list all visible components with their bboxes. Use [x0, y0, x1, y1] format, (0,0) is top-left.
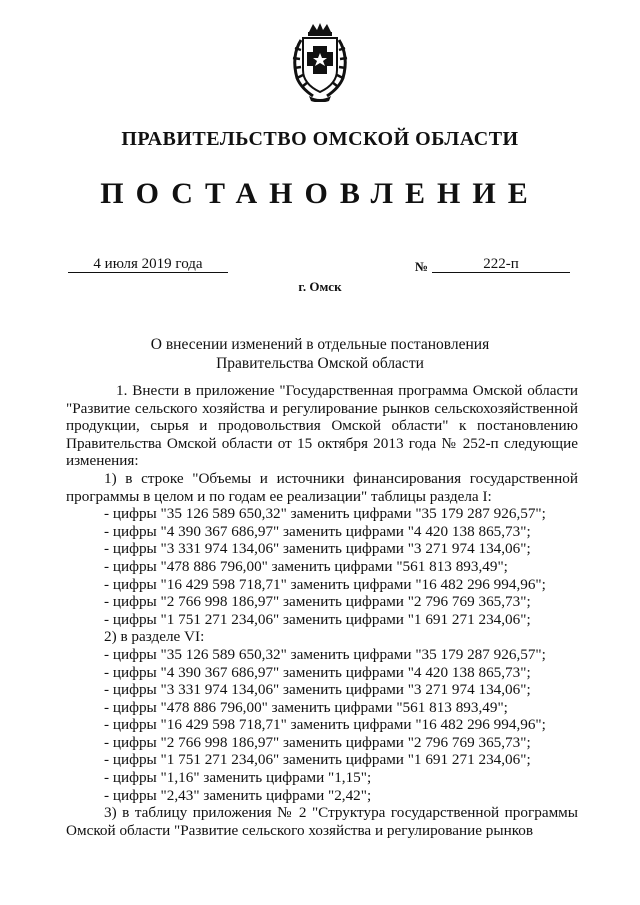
intro-line: изменения:	[66, 452, 139, 470]
list-item: - цифры "1 751 271 234,06" заменить цифрами "1 691 271 234,06";	[104, 751, 531, 769]
list-item: - цифры "2 766 998 186,97" заменить цифрами "2 796 769 365,73";	[104, 733, 531, 751]
item-1-line: программы в целом и по годам ее реализации" таблицы раздела I:	[66, 487, 492, 505]
list-item: - цифры "1,16" заменить цифрами "1,15";	[104, 769, 372, 787]
item-3-paragraph	[66, 804, 578, 839]
subject-line: О внесении изменений в отдельные постановления	[150, 336, 490, 353]
city: г. Омск	[298, 279, 342, 294]
list-item: - цифры "478 886 796,00" заменить цифрами "561 813 893,49";	[104, 698, 508, 716]
item-3-line: 3) в таблицу приложения № 2 "Структура государственной программы	[104, 804, 578, 822]
coat-of-arms-emblem	[287, 22, 353, 102]
subject-line: Правительства Омской области	[216, 355, 424, 372]
intro-line: 1. Внести в приложение "Государственная программа Омской области	[116, 382, 578, 399]
intro-line: продукции, сырья и продовольствия Омской области" к постановлению	[66, 417, 578, 435]
item-2-list	[66, 646, 578, 804]
list-item: - цифры "1 751 271 234,06" заменить цифрами "1 691 271 234,06";	[104, 610, 531, 628]
item-2-title: 2) в разделе VI:	[104, 628, 205, 646]
document-date: 4 июля 2019 года	[68, 256, 228, 273]
list-item: - цифры "16 429 598 718,71" заменить цифрами "16 482 296 994,96";	[104, 575, 546, 593]
item-1-list	[66, 505, 578, 628]
list-item: - цифры "16 429 598 718,71" заменить цифрами "16 482 296 994,96";	[104, 716, 546, 734]
list-item: - цифры "4 390 367 686,97" заменить цифрами "4 420 138 865,73";	[104, 522, 531, 540]
list-item: - цифры "478 886 796,00" заменить цифрами "561 813 893,49";	[104, 557, 508, 575]
list-item: - цифры "3 331 974 134,06" заменить цифрами "3 271 974 134,06";	[104, 540, 531, 558]
intro-paragraph	[66, 382, 578, 470]
item-3-line: Омской области "Развитие сельского хозяйства и регулирование рынков	[66, 821, 534, 839]
document-number: 222-п	[432, 256, 570, 273]
list-item: - цифры "2 766 998 186,97" заменить цифрами "2 796 769 365,73";	[104, 593, 531, 611]
document-type-title: ПОСТАНОВЛЕНИЕ	[100, 177, 540, 210]
document-body	[66, 382, 578, 839]
list-item: - цифры "3 331 974 134,06" заменить цифрами "3 271 974 134,06";	[104, 681, 531, 699]
intro-line: "Развитие сельского хозяйства и регулирование рынков сельскохозяйственной	[66, 399, 578, 417]
document-subject	[0, 335, 640, 373]
list-item: - цифры "35 126 589 650,32" заменить цифрами "35 179 287 926,57";	[104, 645, 546, 663]
item-1-paragraph	[66, 470, 578, 505]
list-item: - цифры "35 126 589 650,32" заменить цифрами "35 179 287 926,57";	[104, 505, 546, 523]
list-item: - цифры "4 390 367 686,97" заменить цифрами "4 420 138 865,73";	[104, 663, 531, 681]
intro-line: Правительства Омской области от 15 октября 2013 года № 252-п следующие	[66, 434, 578, 452]
number-label: №	[415, 259, 429, 274]
item-1-line: 1) в строке "Объемы и источники финансирования государственной	[104, 469, 578, 487]
organization-title: ПРАВИТЕЛЬСТВО ОМСКОЙ ОБЛАСТИ	[121, 128, 519, 150]
list-item: - цифры "2,43" заменить цифрами "2,42";	[104, 786, 372, 804]
